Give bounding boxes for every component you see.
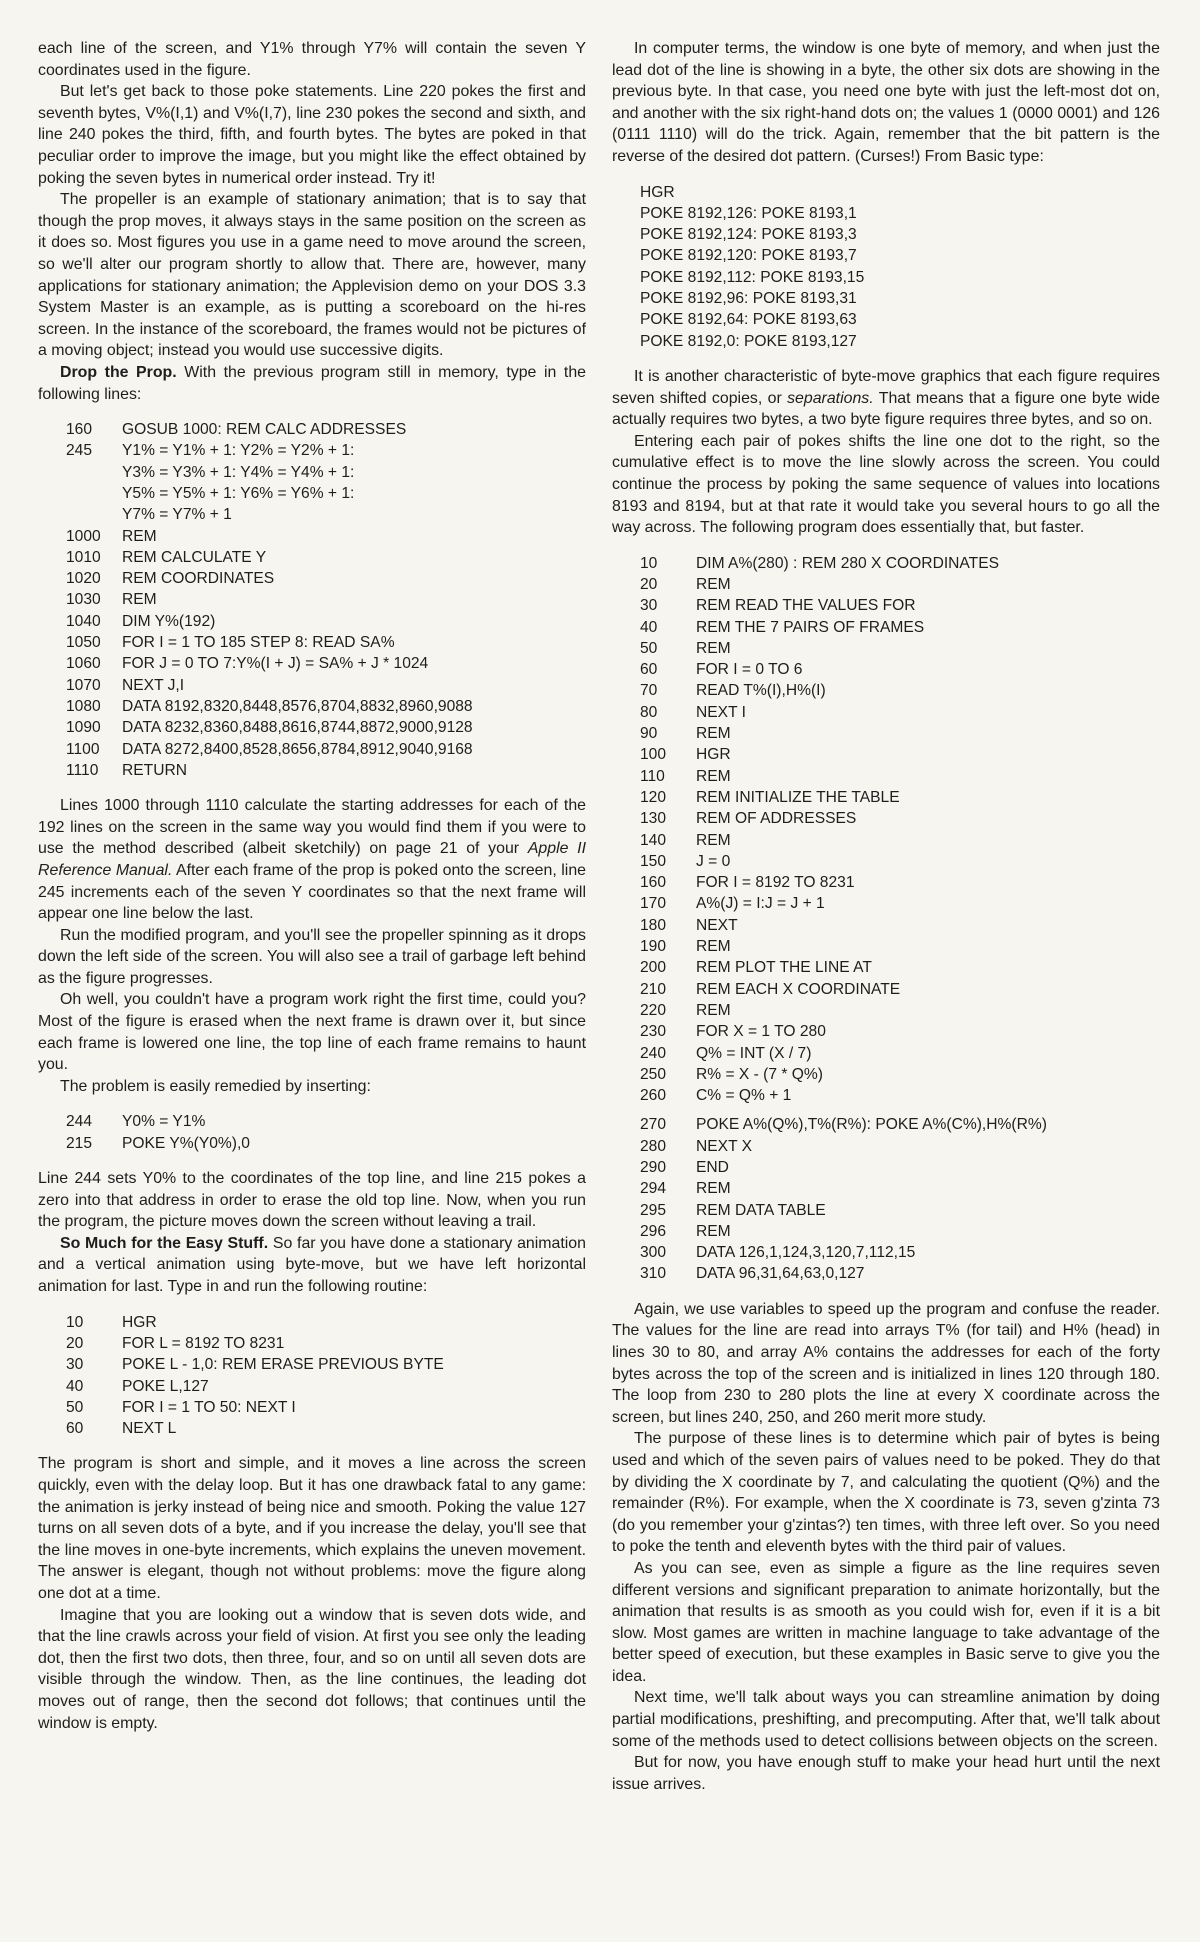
code-line [640,744,1160,765]
paragraph: each line of the screen, and Y1% through Y7% will contain the seven Y coordinates used in the figure. [38,40,586,79]
paragraph: The program is short and simple, and it moves a line across the screen quickly, even with the delay loop. But it has one drawback fatal to any game: the animation is jerky instead of being nice and smooth. Poking the value 127 turns on all seven dots of a byte, and if you increase the delay, you'll see that the line moves in one-byte increments, which explains the uneven movement. The answer is elegant, though not without problems: move the figure along one dot at a time. [38,1455,586,1602]
paragraph: But for now, you have enough stuff to make your head hurt until the next issue arrives. [612,1754,1160,1793]
code-line [66,589,586,610]
code-text: REM OF ADDRESSES [696,810,857,828]
code-line [640,702,1160,723]
code-text: REM [696,639,731,657]
line-number: 30 [640,597,658,615]
line-number: 1040 [66,612,101,630]
paragraph: So Much for the Easy Stuff. So far you have done a stationary animation and a vertical animation using byte-move, but we have left horizontal animation for last. Type in and run the following routine: [38,1234,586,1296]
paragraph: Line 244 sets Y0% to the coordinates of the top line, and line 215 pokes a zero into that address in order to erase the old top line. Now, when you run the program, the picture moves down the screen without leaving a trail. [38,1170,586,1231]
line-number: 220 [640,1001,667,1019]
line-number: 60 [66,1420,84,1438]
code-line [640,638,1160,659]
line-number: 215 [66,1134,93,1152]
code-text: DIM A%(280) : REM 280 X COORDINATES [696,554,999,572]
code-line [66,504,586,525]
code-line [66,675,586,696]
code-line [640,1000,1160,1021]
poke-listing [640,182,1160,352]
code-line: POKE 8192,120: POKE 8193,7 [640,247,857,265]
code-text: REM CALCULATE Y [122,548,267,566]
code-text: REM THE 7 PAIRS OF FRAMES [696,618,925,636]
code-text: REM [696,725,731,743]
code-line [640,1114,1160,1135]
code-text: REM [696,938,731,956]
code-line [66,1333,586,1354]
line-number: 300 [640,1244,667,1262]
right-column [612,38,1160,1942]
code-text: NEXT J,I [122,676,185,694]
code-line [640,936,1160,957]
line-number: 120 [640,788,667,806]
code-text: Y0% = Y1% [122,1113,206,1131]
line-number: 200 [640,959,667,977]
line-number: 290 [640,1159,667,1176]
line-number: 20 [640,575,658,593]
paragraph: But let's get back to those poke statements. Line 220 pokes the first and seventh bytes, V%(I,1) and V%(I,7), line 230 pokes the second and sixth, and line 240 pokes the third, fifth, and fourth bytes. The bytes are poked in that peculiar order to improve the image, but you might like the effect obtained by poking the seven bytes in numerical order instead. Try it! [38,83,586,187]
code-text: NEXT I [696,703,746,721]
code-line [66,696,586,717]
code-text: DATA 8192,8320,8448,8576,8704,8832,8960,9088 [122,697,473,715]
line-number: 296 [640,1222,667,1240]
code-line [640,553,1160,574]
code-line [640,787,1160,808]
run-in-heading: Drop the Prop. [60,363,177,381]
line-number: 110 [640,767,665,785]
code-text: R% = X - (7 * Q%) [696,1065,823,1083]
line-number: 210 [640,980,667,998]
paragraph: Lines 1000 through 1110 calculate the starting addresses for each of the 192 lines on the screen in the same way you would find them if you were to use the method described (albeit sketchily) on page 21 of your Apple II Reference Manual. After each frame of the prop is poked onto the screen, line 245 increments each of the seven Y coordinates so that the next frame will appear one line below the last. [38,797,586,923]
code-line [640,1221,1160,1242]
code-line [640,1157,1160,1178]
code-text: REM DATA TABLE [696,1201,826,1219]
code-line [66,419,586,440]
code-text: REM [696,1180,731,1198]
line-number: 130 [640,810,667,828]
code-text: NEXT [696,916,738,934]
line-number: 1010 [66,548,101,566]
line-number: 230 [640,1023,667,1041]
code-line [640,1242,1160,1263]
code-text: REM PLOT THE LINE AT [696,959,872,977]
code-text: REM EACH X COORDINATE [696,980,901,998]
code-line [640,1136,1160,1157]
paragraph: Next time, we'll talk about ways you can streamline animation by doing partial modifications, preshifting, and precomputing. After that, we'll talk about some of the methods used to detect collisions between objects on the screen. [612,1689,1160,1750]
line-number: 1020 [66,570,101,588]
code-line [640,1021,1160,1042]
line-number: 270 [640,1116,667,1134]
line-number: 310 [640,1265,667,1283]
code-listing-4 [640,553,1160,1107]
code-line [66,1312,586,1333]
paragraph: Drop the Prop. With the previous program still in memory, type in the following lines: [38,363,586,403]
line-number: 160 [66,421,93,439]
paragraph: Oh well, you couldn't have a program work right the first time, could you? Most of the figure is erased when the next frame is drawn over it, but since each frame is lowered one line, the top line of each frame remains to haunt you. [38,991,586,1074]
code-line [66,611,586,632]
code-line [640,1263,1160,1284]
line-number: 1080 [66,697,101,715]
line-number: 180 [640,916,667,934]
line-number: 260 [640,1087,667,1105]
code-text: REM [122,591,157,609]
code-text: END [696,1159,729,1176]
code-text: NEXT L [122,1420,177,1438]
code-text: REM [696,831,731,849]
code-line [640,851,1160,872]
paragraph: Again, we use variables to speed up the program and confuse the reader. The values for the line are read into arrays T% (for tail) and H% (head) in lines 30 to 80, and array A% contains the addresses for each of the forty bytes across the top of the screen and is initialized in lines 120 through 180. The loop from 230 to 280 plots the line at every X coordinate across the screen, but lines 240, 250, and 260 merit more study. [612,1300,1160,1426]
code-text: RETURN [122,761,187,779]
run-in-heading: So Much for the Easy Stuff. [60,1234,269,1252]
code-text: GOSUB 1000: REM CALC ADDRESSES [122,421,407,439]
code-text: POKE Y%(Y0%),0 [122,1134,250,1152]
line-number: 140 [640,831,667,849]
code-line [640,659,1160,680]
code-line [640,595,1160,616]
code-line [66,1354,586,1375]
code-line [640,766,1160,787]
code-line [66,568,586,589]
code-text: FOR I = 8192 TO 8231 [696,874,855,892]
code-listing-1 [66,419,586,781]
code-line [66,632,586,653]
code-text: READ T%(I),H%(I) [696,682,826,700]
code-line [640,723,1160,744]
line-number: 240 [640,1044,667,1062]
line-number: 245 [66,442,93,460]
paragraph: As you can see, even as simple a figure as the line requires seven different versions and significant preparation to animate horizontally, but the animation that results is as smooth as you could wish for, even if it is a bit slow. Most games are written in machine language to take advantage of the better speed of execution, but these examples in Basic serve to give you the idea. [612,1559,1160,1685]
line-number: 1100 [66,740,100,758]
line-number: 294 [640,1180,667,1198]
code-text: A%(J) = I:J = J + 1 [696,895,825,913]
code-line [66,483,586,504]
line-number: 40 [66,1377,84,1395]
emphasis: separations. [787,389,874,407]
code-line [640,1085,1160,1106]
paragraph: Run the modified program, and you'll see the propeller spinning as it drops down the left side of the screen. You will also see a trail of garbage left behind as the figure progresses. [38,926,586,987]
code-line [640,979,1160,1000]
code-text: J = 0 [696,852,731,870]
line-number: 160 [640,874,667,892]
code-line [66,1397,586,1418]
line-number: 10 [66,1313,84,1331]
code-line [640,830,1160,851]
line-number: 190 [640,938,667,956]
book-title: Apple II Reference Manual. [38,840,586,879]
line-number [66,504,122,525]
code-line [66,760,586,781]
code-line [66,1376,586,1397]
line-number [66,483,122,504]
code-line [640,872,1160,893]
line-number: 1060 [66,655,101,673]
line-number: 50 [640,639,658,657]
paragraph: It is another characteristic of byte-move graphics that each figure requires seven shifted copies, or separations. That means that a figure one byte wide actually requires two bytes, a two byte figure requires three bytes, and so on. [612,367,1160,429]
code-line [66,547,586,568]
code-text: HGR [122,1313,157,1331]
code-line [640,1043,1160,1064]
line-number: 60 [640,661,658,679]
line-number: 1090 [66,719,101,737]
code-listing-5 [640,1114,1160,1284]
code-line [66,1111,586,1132]
paragraph: Imagine that you are looking out a window that is seven dots wide, and that the line crawls across your field of vision. At first you see only the leading dot, then the first two dots, then three, four, and so on until all seven dots are visible through the window. Then, as the line continues, the leading dot moves out of range, then the second dot follows; that continues until the window is empty. [38,1606,586,1732]
code-text: FOR X = 1 TO 280 [696,1023,826,1041]
code-text: POKE A%(Q%),T%(R%): POKE A%(C%),H%(R%) [696,1116,1047,1134]
code-text: FOR L = 8192 TO 8231 [122,1334,285,1352]
code-text: REM [696,767,731,785]
code-line [66,717,586,738]
code-line [640,617,1160,638]
left-column [38,38,586,1942]
code-text: FOR I = 0 TO 6 [696,661,803,679]
code-line [66,739,586,760]
line-number [66,462,122,483]
line-number: 150 [640,852,667,870]
line-number: 100 [640,746,667,764]
code-line: POKE 8192,64: POKE 8193,63 [640,311,857,329]
line-number: 70 [640,682,658,700]
code-line [640,574,1160,595]
code-text: Y3% = Y3% + 1: Y4% = Y4% + 1: [122,463,355,481]
code-line [640,1064,1160,1085]
code-line [66,462,586,483]
code-line: POKE 8192,0: POKE 8193,127 [640,332,857,350]
line-number: 250 [640,1065,667,1083]
code-line [66,1133,586,1154]
code-text: Y7% = Y7% + 1 [122,506,232,524]
line-number: 1050 [66,634,101,652]
code-text: REM [122,527,157,545]
line-number: 280 [640,1137,667,1155]
line-number: 40 [640,618,658,636]
line-number: 20 [66,1334,84,1352]
paragraph: The problem is easily remedied by inserting: [60,1077,371,1095]
code-text: FOR J = 0 TO 7:Y%(I + J) = SA% + J * 1024 [122,655,429,673]
code-line [640,915,1160,936]
code-line: HGR [640,183,675,201]
code-line: POKE 8192,96: POKE 8193,31 [640,290,857,308]
code-text: REM [696,575,731,593]
code-listing-2 [66,1111,586,1154]
code-text: DATA 8272,8400,8528,8656,8784,8912,9040,9168 [122,740,473,758]
code-text: Q% = INT (X / 7) [696,1044,812,1062]
code-text: DATA 126,1,124,3,120,7,112,15 [696,1244,916,1262]
code-text: NEXT X [696,1137,753,1155]
code-text: Y5% = Y5% + 1: Y6% = Y6% + 1: [122,484,355,502]
code-line [66,526,586,547]
line-number: 170 [640,895,667,913]
paragraph: The purpose of these lines is to determine which pair of bytes is being used and which of the seven pairs of values need to be poked. They do that by dividing the X coordinate by 7, and calculating the quotient (Q%) and the remainder (R%). For example, when the X coordinate is 73, seven g'zinta 73 (do you remember your g'zintas?) ten times, with three left over. So you need to poke the tenth and eleventh bytes with the third pair of values. [612,1430,1160,1556]
code-line: POKE 8192,126: POKE 8193,1 [640,204,857,222]
line-number: 30 [66,1356,84,1374]
code-text: POKE L - 1,0: REM ERASE PREVIOUS BYTE [122,1356,444,1374]
paragraph: The propeller is an example of stationary animation; that is to say that though the prop moves, it always stays in the same position on the screen as it does so. Most figures you use in a game need to move around the screen, so we'll alter our program shortly to allow that. There are, however, many applications for stationary animation; the Applevision demo on your DOS 3.3 System Master is an example, as is putting a scoreboard on the hi-res screen. In the instance of the scoreboard, the frames would not be pictures of a moving object; instead you would use successive digits. [38,191,586,360]
line-number: 1070 [66,676,101,694]
line-number: 10 [640,554,658,572]
line-number: 50 [66,1398,84,1416]
code-text: REM [696,1222,731,1240]
code-line [640,680,1160,701]
code-line: POKE 8192,112: POKE 8193,15 [640,268,865,286]
code-text: FOR I = 1 TO 185 STEP 8: READ SA% [122,634,395,652]
line-number: 90 [640,725,658,743]
code-text: Y1% = Y1% + 1: Y2% = Y2% + 1: [122,442,355,460]
code-text: DIM Y%(192) [122,612,216,630]
code-listing-3 [66,1312,586,1440]
code-line [66,440,586,461]
code-text: REM READ THE VALUES FOR [696,597,916,615]
code-line [66,1418,586,1439]
code-line [640,1200,1160,1221]
code-line: POKE 8192,124: POKE 8193,3 [640,226,857,244]
line-number: 1000 [66,527,101,545]
line-number: 80 [640,703,658,721]
code-text: C% = Q% + 1 [696,1087,792,1105]
code-text: POKE L,127 [122,1377,209,1395]
code-line [66,653,586,674]
code-text: DATA 96,31,64,63,0,127 [696,1265,865,1283]
code-text: REM INITIALIZE THE TABLE [696,788,900,806]
paragraph: In computer terms, the window is one byte of memory, and when just the lead dot of the line is showing in a byte, the other six dots are showing in the previous byte. In that case, you need one byte with just the left-most dot on, and another with the six right-hand dots on; the values 1 (0000 0001) and 126 (0111 1110) will do the trick. Again, remember that the bit pattern is the reverse of the desired dot pattern. (Curses!) From Basic type: [612,40,1160,165]
line-number: 1030 [66,591,101,609]
code-line [640,957,1160,978]
line-number: 1110 [66,761,99,779]
line-number: 295 [640,1201,667,1219]
code-line [640,1178,1160,1199]
code-text: REM [696,1001,731,1019]
code-text: HGR [696,746,731,764]
line-number: 244 [66,1113,93,1131]
paragraph: Entering each pair of pokes shifts the line one dot to the right, so the cumulative effect is to move the line slowly across the screen. You could continue the process by poking the same sequence of values into locations 8193 and 8194, but at that rate it would take you several hours to go all the way across. The following program does essentially that, but faster. [612,432,1160,537]
code-text: DATA 8232,8360,8488,8616,8744,8872,9000,9128 [122,719,473,737]
code-text: FOR I = 1 TO 50: NEXT I [122,1398,296,1416]
code-line [640,893,1160,914]
code-line [640,808,1160,829]
code-text: REM COORDINATES [122,570,275,588]
